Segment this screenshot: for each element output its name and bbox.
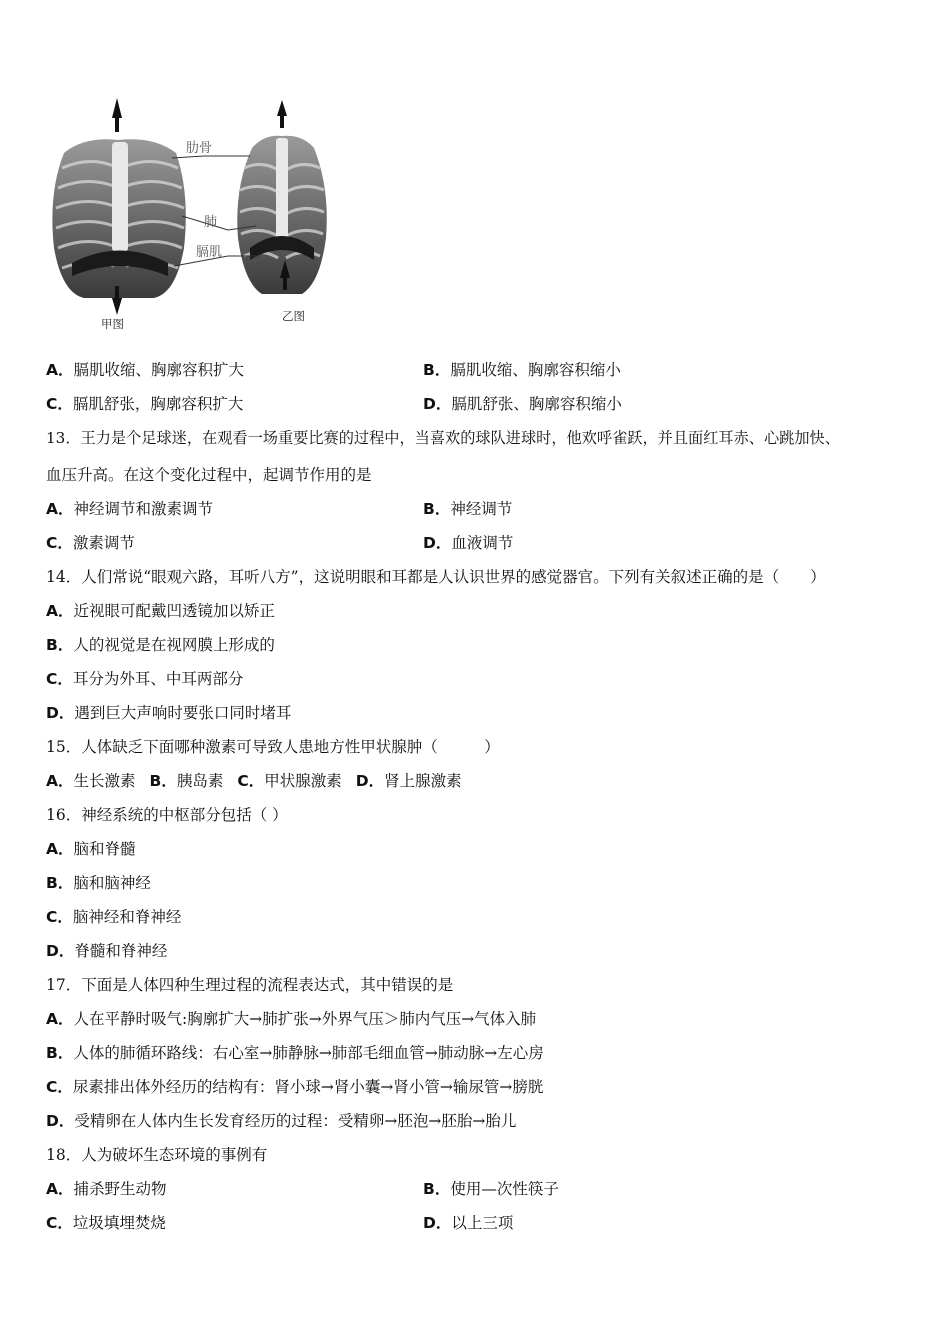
q17-option-c: 尿素排出体外经历的结构有：肾小球→肾小囊→肾小管→输尿管→膀胱 [72, 1078, 544, 1096]
label-diaphragm: 膈肌 [196, 245, 223, 260]
q18-option-a-letter: A． [46, 1180, 74, 1198]
q17-option-a-row [46, 1009, 536, 1029]
q12-option-c: 膈肌舒张，胸廓容积扩大 [72, 395, 244, 413]
q12-option-b-letter: B． [423, 361, 451, 379]
up-arrow-top-right [277, 100, 287, 128]
q17-option-c-row [46, 1077, 543, 1097]
q17-option-d-row [46, 1111, 516, 1131]
q16-option-c: 脑神经和脊神经 [72, 908, 182, 926]
q17-option-a-letter: A． [46, 1010, 74, 1028]
q13-option-b-letter: B． [423, 500, 451, 518]
q18-option-c-letter: C． [46, 1214, 73, 1232]
q16-option-d: 脊髓和脊神经 [74, 942, 168, 960]
q12-option-a-letter: A． [46, 361, 74, 379]
q12-option-c-letter: C． [46, 395, 73, 413]
q15-options-row [46, 771, 462, 791]
q15-option-b-letter: B． [149, 772, 177, 790]
label-ribs: 肋骨 [186, 141, 213, 156]
down-arrow-top-left [112, 98, 122, 132]
q15-stem: 15．人体缺乏下面哪种激素可导致人患地方性甲状腺肿（ ） [46, 738, 500, 756]
q18-option-b: 使用—次性筷子 [450, 1180, 559, 1198]
q16-option-d-letter: D． [46, 942, 75, 960]
q15-option-a: 生长激素 [73, 772, 136, 790]
q17-option-c-letter: C． [46, 1078, 73, 1096]
q15-option-c: 甲状腺激素 [264, 772, 342, 790]
q14-option-a-letter: A． [46, 602, 74, 620]
q13-option-b: 神经调节 [450, 500, 513, 518]
ribcage-figure [44, 98, 344, 338]
q17-option-b-row [46, 1043, 544, 1063]
label-lung: 肺 [204, 215, 218, 230]
q17-option-a: 人在平静时吸气:胸廓扩大→肺扩张→外界气压＞肺内气压→气体入肺 [73, 1010, 537, 1028]
q14-option-b-row [46, 635, 275, 655]
q18-options-row2 [46, 1213, 514, 1233]
q16-option-a: 脑和脊髓 [73, 840, 136, 858]
q16-stem: 16．神经系统的中枢部分包括（ ） [46, 806, 288, 824]
q14-option-d: 遇到巨大声响时要张口同时堵耳 [74, 704, 292, 722]
q17-stem: 17．下面是人体四种生理过程的流程表达式，其中错误的是 [46, 976, 454, 994]
q15-option-b: 胰岛素 [176, 772, 224, 790]
q13-option-a-letter: A． [46, 500, 74, 518]
q14-option-d-row [46, 703, 291, 723]
q13-options-row1 [46, 499, 513, 519]
q12-options-row2 [46, 394, 622, 414]
q13-option-d: 血液调节 [451, 534, 514, 552]
q14-stem: 14．人们常说“眼观六路，耳听八方”，这说明眼和耳都是人认识世界的感觉器官。下列有关叙述正确的是（ ） [46, 568, 826, 586]
figure-caption-left: 甲图 [101, 317, 124, 331]
ribcage-illustration [44, 98, 344, 338]
q16-option-c-letter: C． [46, 908, 73, 926]
q18-option-a: 捕杀野生动物 [73, 1180, 167, 1198]
q16-option-b-row [46, 873, 151, 893]
q13-option-c-letter: C． [46, 534, 73, 552]
q13-option-c: 激素调节 [72, 534, 135, 552]
right-ribcage [237, 100, 327, 294]
q14-option-b-letter: B． [46, 636, 74, 654]
q13-option-d-letter: D． [423, 534, 452, 552]
q15-option-d-letter: D． [355, 772, 385, 790]
q14-option-d-letter: D． [46, 704, 75, 722]
q13-stem-line1: 13．王力是个足球迷，在观看一场重要比赛的过程中，当喜欢的球队进球时，他欢呼雀跃，并且面红耳赤、心跳加快、 [46, 429, 840, 447]
q13-stem-line2: 血压升高。在这个变化过程中，起调节作用的是 [46, 466, 372, 484]
left-ribcage [52, 98, 185, 315]
q18-stem: 18．人为破坏生态环境的事例有 [46, 1146, 268, 1164]
q18-option-b-letter: B． [423, 1180, 451, 1198]
q12-option-b: 膈肌收缩、胸廓容积缩小 [450, 361, 621, 379]
q14-option-c-row [46, 669, 243, 689]
q15-option-d: 肾上腺激素 [384, 772, 462, 790]
q18-options-row1 [46, 1179, 559, 1199]
q12-option-d-letter: D． [423, 395, 452, 413]
q16-option-a-row [46, 839, 136, 859]
q12-option-d: 膈肌舒张、胸廓容积缩小 [451, 395, 622, 413]
q16-option-d-row [46, 941, 167, 961]
q13-options-row2 [46, 533, 514, 553]
q17-option-d-letter: D． [46, 1112, 75, 1130]
q15-option-c-letter: C． [237, 772, 265, 790]
q18-option-d-letter: D． [423, 1214, 452, 1232]
q16-option-c-row [46, 907, 181, 927]
q17-option-b: 人体的肺循环路线：右心室→肺静脉→肺部毛细血管→肺动脉→左心房 [73, 1044, 544, 1062]
q18-option-d: 以上三项 [451, 1214, 514, 1232]
q14-option-a: 近视眼可配戴凹透镜加以矫正 [73, 602, 276, 620]
q16-option-b-letter: B． [46, 874, 74, 892]
q16-option-b: 脑和脑神经 [73, 874, 151, 892]
q14-option-c: 耳分为外耳、中耳两部分 [72, 670, 244, 688]
q12-option-a: 膈肌收缩、胸廓容积扩大 [73, 361, 245, 379]
q14-option-c-letter: C． [46, 670, 73, 688]
q14-option-b: 人的视觉是在视网膜上形成的 [73, 636, 275, 654]
q14-option-a-row [46, 601, 275, 621]
q12-options-row1 [46, 360, 621, 380]
q17-option-b-letter: B． [46, 1044, 74, 1062]
figure-caption-right: 乙图 [282, 309, 305, 323]
q18-option-c: 垃圾填埋焚烧 [72, 1214, 166, 1232]
q15-option-a-letter: A． [46, 772, 74, 790]
q16-option-a-letter: A． [46, 840, 74, 858]
q17-option-d: 受精卵在人体内生长发育经历的过程：受精卵→胚泡→胚胎→胎儿 [74, 1112, 517, 1130]
q13-option-a: 神经调节和激素调节 [73, 500, 214, 518]
